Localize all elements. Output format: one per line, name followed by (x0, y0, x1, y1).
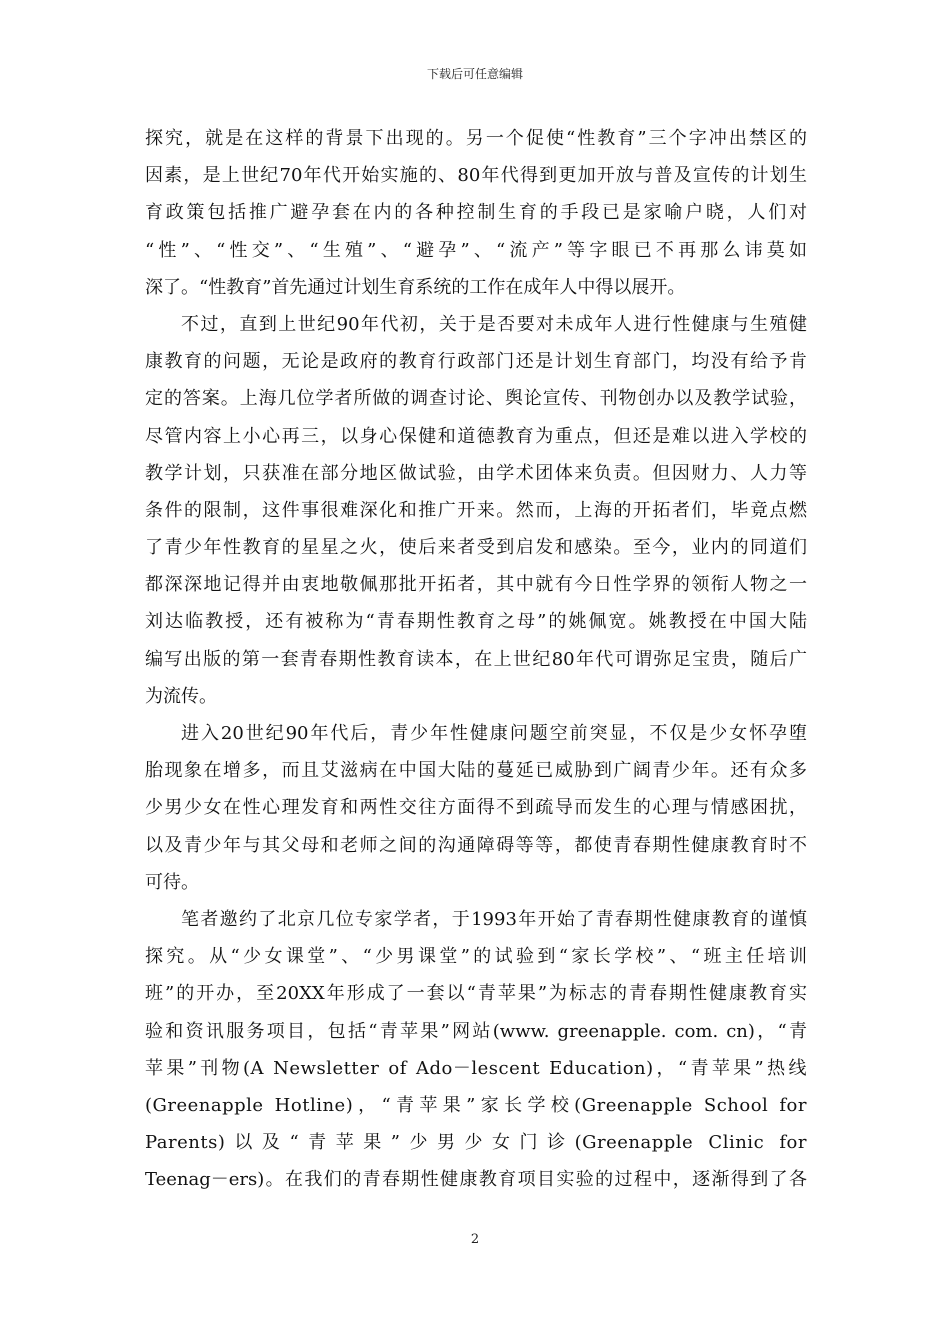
document-body (145, 120, 807, 1198)
text-line: 因素，是上世纪70年代开始实施的、80年代得到更加开放与普及宣传的计划生 (145, 165, 807, 187)
text-line: 了青少年性教育的星星之火，使后来者受到启发和感染。至今，业内的同道们 (145, 537, 807, 559)
paragraph-4 (145, 901, 807, 1199)
text-line: 康教育的问题，无论是政府的教育行政部门还是计划生育部门，均没有给予肯 (145, 351, 807, 373)
text-line: 验和资讯服务项目，包括“青苹果”网站(www. greenapple. com. cn)，“青 (145, 1020, 807, 1042)
text-line: 探究，就是在这样的背景下出现的。另一个促使“性教育”三个字冲出禁区的 (145, 128, 807, 149)
text-line: 可待。 (145, 871, 199, 893)
text-line: 编写出版的第一套青春期性教育读本，在上世纪80年代可谓弥足宝贵，随后广 (145, 648, 807, 670)
text-line: 进入20世纪90年代后，青少年性健康问题空前突显，不仅是少女怀孕堕 (181, 723, 807, 744)
paragraph-3 (145, 715, 807, 901)
text-line: 教学计划，只获准在部分地区做试验，由学术团体来负责。但因财力、人力等 (145, 462, 807, 484)
text-line: 条件的限制，这件事很难深化和推广开来。然而，上海的开拓者们，毕竟点燃 (145, 499, 807, 521)
text-line: 探究。从“少女课堂”、“少男课堂”的试验到“家长学校”、“班主任培训 (145, 946, 807, 968)
text-line: Teenag－ers)。在我们的青春期性健康教育项目实验的过程中，逐渐得到了各 (145, 1169, 807, 1191)
text-line: Parents)以及“青苹果”少男少女门诊(Greenapple Clinic for (145, 1132, 807, 1154)
text-line: 育政策包括推广避孕套在内的各种控制生育的手段已是家喻户晓，人们对 (145, 202, 807, 224)
text-line: (Greenapple Hotline)，“青苹果”家长学校(Greenapple School for (145, 1094, 807, 1116)
page-header: 下载后可任意编辑 (426, 67, 523, 81)
text-line: 都深深地记得并由衷地敬佩那批开拓者，其中就有今日性学界的领衔人物之一 (145, 574, 807, 596)
text-line: 为流传。 (145, 685, 217, 707)
text-line: 深了。“性教育”首先通过计划生育系统的工作在成年人中得以展开。 (145, 276, 686, 298)
text-line: 以及青少年与其父母和老师之间的沟通障碍等等，都使青春期性健康教育时不 (145, 834, 807, 856)
text-line: 苹果”刊物(A Newsletter of Ado－lescent Education)，“青苹果”热线 (145, 1057, 807, 1079)
text-line: 胎现象在增多，而且艾滋病在中国大陆的蔓延已威胁到广阔青少年。还有众多 (145, 760, 807, 782)
text-line: 刘达临教授，还有被称为“青春期性教育之母”的姚佩宽。姚教授在中国大陆 (145, 611, 807, 633)
text-line: “性”、“性交”、“生殖”、“避孕”、“流产”等字眼已不再那么讳莫如 (145, 239, 807, 261)
text-line: 定的答案。上海几位学者所做的调查讨论、舆论宣传、刊物创办以及教学试验， (145, 388, 807, 410)
text-line: 不过，直到上世纪90年代初，关于是否要对未成年人进行性健康与生殖健 (181, 313, 807, 335)
paragraph-1 (145, 120, 807, 306)
page-number: 2 (470, 1232, 480, 1247)
text-line: 笔者邀约了北京几位专家学者，于1993年开始了青春期性健康教育的谨慎 (181, 908, 807, 930)
paragraph-2 (145, 306, 807, 715)
text-line: 班”的开办，至20XX年形成了一套以“青苹果”为标志的青春期性健康教育实 (145, 983, 807, 1005)
text-line: 尽管内容上小心再三，以身心保健和道德教育为重点，但还是难以进入学校的 (145, 425, 807, 447)
text-line: 少男少女在性心理发育和两性交往方面得不到疏导而发生的心理与情感困扰， (145, 797, 807, 819)
